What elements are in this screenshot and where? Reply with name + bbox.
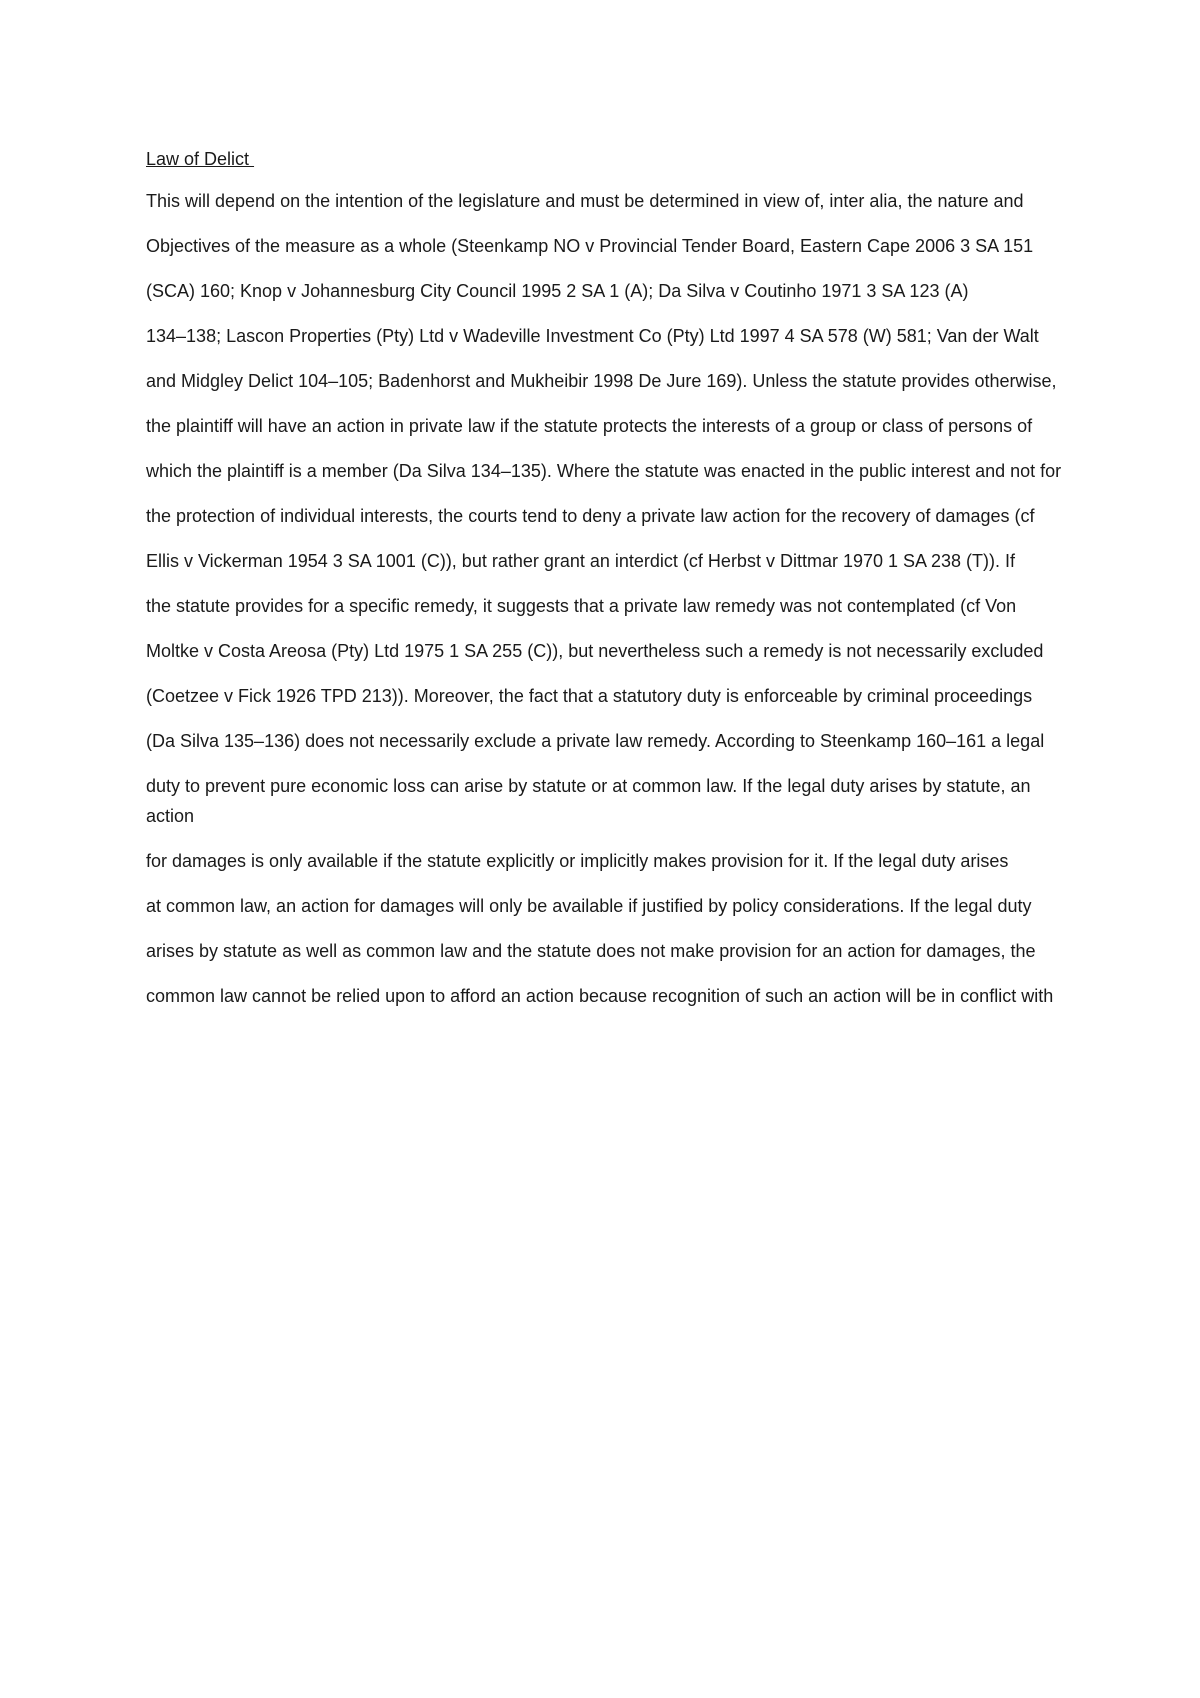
paragraph: Objectives of the measure as a whole (Steenkamp NO v Provincial Tender Board, Eastern Cape 2006 3 SA 151 <box>146 236 1034 256</box>
paragraph: Ellis v Vickerman 1954 3 SA 1001 (C)), but rather grant an interdict (cf Herbst v Dittmar 1970 1 SA 238 (T)). If <box>146 551 1016 571</box>
document-title: Law of Delict <box>146 149 255 169</box>
paragraph: 134–138; Lascon Properties (Pty) Ltd v Wadeville Investment Co (Pty) Ltd 1997 4 SA 578 (W) 581; Van der Walt <box>146 326 1039 346</box>
paragraph: This will depend on the intention of the legislature and must be determined in view of, inter alia, the nature and <box>146 191 1024 211</box>
paragraph: (Coetzee v Fick 1926 TPD 213)). Moreover, the fact that a statutory duty is enforceable by criminal proceedings <box>146 686 1033 706</box>
paragraph: the protection of individual interests, the courts tend to deny a private law action for the recovery of damages (cf <box>146 506 1035 526</box>
paragraph: Moltke v Costa Areosa (Pty) Ltd 1975 1 SA 255 (C)), but nevertheless such a remedy is not necessarily excluded <box>146 641 1044 661</box>
paragraph: the statute provides for a specific remedy, it suggests that a private law remedy was not contemplated (cf Von <box>146 596 1017 616</box>
paragraph: arises by statute as well as common law and the statute does not make provision for an action for damages, the <box>146 941 1036 961</box>
paragraph: for damages is only available if the statute explicitly or implicitly makes provision for it. If the legal duty arises <box>146 851 1009 871</box>
paragraph: common law cannot be relied upon to afford an action because recognition of such an action will be in conflict with <box>146 986 1054 1006</box>
paragraph: (Da Silva 135–136) does not necessarily exclude a private law remedy. According to Steenkamp 160–161 a legal <box>146 731 1045 751</box>
paragraph: which the plaintiff is a member (Da Silva 134–135). Where the statute was enacted in the public interest and not for <box>146 461 1062 481</box>
paragraph: and Midgley Delict 104–105; Badenhorst and Mukheibir 1998 De Jure 169). Unless the statute provides otherwise, <box>146 371 1057 391</box>
paragraph: the plaintiff will have an action in private law if the statute protects the interests of a group or class of persons of <box>146 416 1033 436</box>
document-body <box>146 144 1066 1026</box>
paragraph: (SCA) 160; Knop v Johannesburg City Council 1995 2 SA 1 (A); Da Silva v Coutinho 1971 3 SA 123 (A) <box>146 281 969 301</box>
paragraph: duty to prevent pure economic loss can arise by statute or at common law. If the legal duty arises by statute, an action <box>146 776 1031 826</box>
paragraph: at common law, an action for damages will only be available if justified by policy considerations. If the legal duty <box>146 896 1032 916</box>
